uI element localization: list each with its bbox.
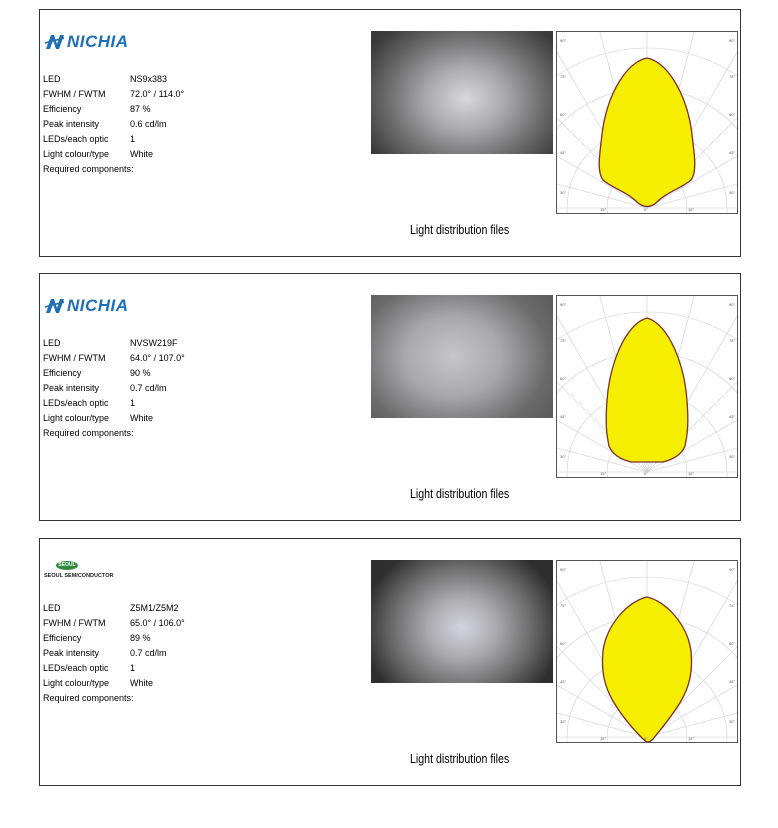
seoul-semiconductor-logo	[44, 561, 114, 585]
polar-diagram	[556, 560, 738, 743]
polar-angle-label: 60°	[729, 376, 736, 381]
polar-angle-label: 15°	[600, 471, 607, 476]
spec-row	[43, 396, 185, 411]
spec-value: 90 %	[130, 368, 151, 378]
polar-angle-label: 60°	[729, 641, 736, 646]
light-distribution-curve	[599, 58, 695, 207]
spec-label: Light colour/type	[43, 149, 110, 159]
spec-label: LEDs/each optic	[43, 134, 109, 144]
spec-row	[43, 601, 185, 616]
spec-label: Peak intensity	[43, 119, 100, 129]
spec-row	[43, 336, 185, 351]
polar-angle-label: 75°	[560, 338, 567, 343]
nichia-n-mark-icon	[45, 34, 65, 50]
spec-row	[43, 646, 185, 661]
spec-value: White	[130, 149, 154, 159]
spec-row	[43, 676, 185, 691]
spec-value: 72.0° / 114.0°	[130, 89, 185, 99]
spec-label: Light colour/type	[43, 413, 110, 423]
polar-angle-label: 15°	[600, 207, 607, 212]
spec-label: FWHM / FWTM	[43, 353, 106, 363]
polar-angle-label: 75°	[560, 74, 567, 79]
light-distribution-files-link[interactable]: Light distribution files	[410, 223, 510, 237]
spec-label: FWHM / FWTM	[43, 89, 106, 99]
spec-value: 64.0° / 107.0°	[130, 353, 185, 363]
polar-angle-label: 90°	[560, 567, 567, 572]
spec-row	[43, 661, 185, 676]
polar-angle-label: 15°	[688, 207, 695, 212]
light-distribution-files-link[interactable]: Light distribution files	[410, 487, 510, 501]
polar-angle-label: 75°	[729, 338, 736, 343]
spec-row	[43, 426, 185, 441]
spec-value: 0.7 cd/lm	[130, 383, 167, 393]
polar-angle-label: 75°	[729, 74, 736, 79]
polar-angle-label: 90°	[729, 302, 736, 307]
spec-label: LEDs/each optic	[43, 398, 109, 408]
spec-row	[43, 351, 185, 366]
spec-row	[43, 162, 184, 177]
spec-value: NVSW219F	[130, 338, 178, 348]
polar-angle-label: 15°	[688, 471, 695, 476]
polar-angle-label: 30°	[560, 454, 567, 459]
spec-label: LED	[43, 603, 61, 613]
polar-angle-label: 60°	[729, 112, 736, 117]
polar-angle-label: 90°	[560, 302, 567, 307]
spec-label: Peak intensity	[43, 383, 100, 393]
spec-row	[43, 132, 184, 147]
light-distribution-files-link[interactable]: Light distribution files	[410, 752, 510, 766]
spec-row	[43, 147, 184, 162]
polar-angle-label: 90°	[729, 567, 736, 572]
spec-label: Efficiency	[43, 633, 82, 643]
nichia-n-mark-icon	[45, 298, 65, 314]
polar-diagram	[556, 31, 738, 214]
brand-name: NICHIA	[67, 296, 129, 315]
spec-row	[43, 411, 185, 426]
spec-value: White	[130, 678, 154, 688]
spec-label: Efficiency	[43, 104, 82, 114]
spec-value: White	[130, 413, 154, 423]
polar-angle-label: 15°	[688, 736, 695, 741]
spec-label: LED	[43, 338, 61, 348]
spec-row	[43, 102, 184, 117]
spec-value: 0.7 cd/lm	[130, 648, 167, 658]
polar-angle-label: 45°	[729, 150, 736, 155]
spec-value: 0.6 cd/lm	[130, 119, 167, 129]
light-distribution-curve	[602, 597, 691, 742]
spec-row	[43, 381, 185, 396]
polar-chart-svg	[557, 561, 737, 742]
spec-list	[43, 601, 185, 706]
polar-angle-label: 60°	[560, 641, 567, 646]
beam-pattern-image	[371, 295, 553, 418]
light-distribution-curve	[606, 318, 688, 462]
polar-angle-label: 15°	[600, 736, 607, 741]
polar-angle-label: 30°	[560, 719, 567, 724]
spec-value: 1	[130, 663, 136, 673]
spec-value: 65.0° / 106.0°	[130, 618, 185, 628]
polar-diagram	[556, 295, 738, 478]
spec-list	[43, 336, 185, 441]
polar-angle-label: 30°	[729, 454, 736, 459]
product-card	[39, 538, 741, 786]
polar-angle-label: 30°	[729, 719, 736, 724]
polar-angle-label: 45°	[729, 679, 736, 684]
polar-angle-label: 0°	[644, 207, 648, 212]
spec-label: Light colour/type	[43, 678, 110, 688]
spec-row	[43, 87, 184, 102]
spec-label: LEDs/each optic	[43, 663, 109, 673]
polar-angle-label: 90°	[729, 38, 736, 43]
nichia-logo	[45, 32, 129, 52]
polar-angle-label: 0°	[644, 471, 648, 476]
spec-label: Peak intensity	[43, 648, 100, 658]
spec-row	[43, 117, 184, 132]
spec-row	[43, 616, 185, 631]
polar-angle-label: 30°	[560, 190, 567, 195]
polar-angle-label: 60°	[560, 112, 567, 117]
spec-row	[43, 72, 184, 87]
polar-angle-label: 0°	[644, 736, 648, 741]
spec-value: 87 %	[130, 104, 151, 114]
spec-value: 1	[130, 134, 136, 144]
spec-label: FWHM / FWTM	[43, 618, 106, 628]
polar-chart-svg	[557, 296, 737, 477]
product-card	[39, 9, 741, 257]
spec-value: 89 %	[130, 633, 151, 643]
polar-angle-label: 45°	[560, 679, 567, 684]
seoul-oval-mark: SEOUL	[56, 561, 78, 570]
spec-row	[43, 366, 185, 381]
polar-angle-label: 30°	[729, 190, 736, 195]
spec-value: Z5M1/Z5M2	[130, 603, 179, 613]
polar-angle-label: 45°	[729, 414, 736, 419]
spec-label: LED	[43, 74, 61, 84]
spec-row	[43, 691, 185, 706]
polar-angle-label: 60°	[560, 376, 567, 381]
polar-angle-label: 75°	[560, 603, 567, 608]
polar-angle-label: 90°	[560, 38, 567, 43]
polar-angle-label: 45°	[560, 414, 567, 419]
beam-pattern-image	[371, 31, 553, 154]
polar-angle-label: 75°	[729, 603, 736, 608]
spec-row	[43, 631, 185, 646]
polar-chart-svg	[557, 32, 737, 213]
nichia-logo	[45, 296, 129, 316]
polar-angle-label: 45°	[560, 150, 567, 155]
spec-value: NS9x383	[130, 74, 168, 84]
product-card	[39, 273, 741, 521]
spec-list	[43, 72, 184, 177]
beam-pattern-image	[371, 560, 553, 683]
spec-label: Required components:	[43, 164, 134, 174]
spec-value: 1	[130, 398, 136, 408]
brand-name: NICHIA	[67, 32, 129, 51]
spec-label: Efficiency	[43, 368, 82, 378]
spec-label: Required components:	[43, 428, 134, 438]
brand-name: SEOUL SEMICONDUCTOR	[44, 573, 114, 579]
spec-label: Required components:	[43, 693, 134, 703]
